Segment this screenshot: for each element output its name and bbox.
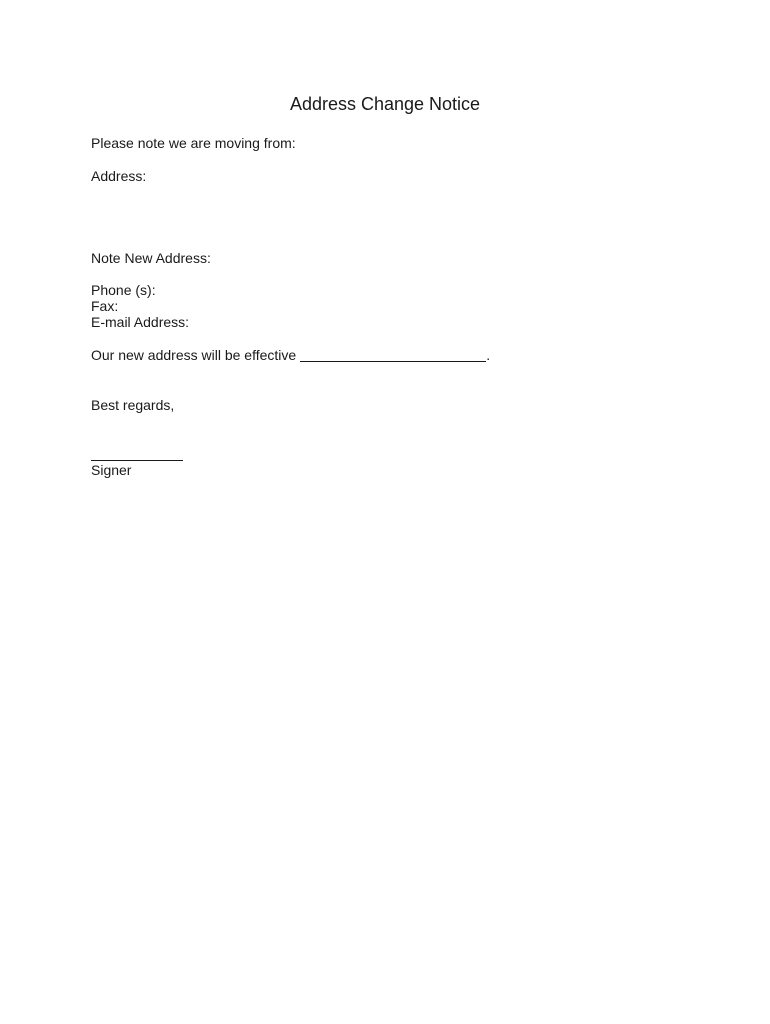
address-label: Address: bbox=[91, 168, 147, 184]
effective-suffix: . bbox=[486, 347, 491, 363]
phone-label: Phone (s): bbox=[91, 282, 156, 298]
intro-text: Please note we are moving from: bbox=[91, 135, 296, 151]
email-label: E-mail Address: bbox=[91, 314, 190, 330]
effective-date-blank[interactable] bbox=[300, 360, 486, 362]
closing-text: Best regards, bbox=[91, 397, 175, 413]
effective-date-line bbox=[91, 347, 490, 363]
signature-line[interactable] bbox=[91, 460, 183, 461]
new-address-label: Note New Address: bbox=[91, 250, 211, 266]
document-title: Address Change Notice bbox=[289, 94, 481, 114]
fax-label: Fax: bbox=[91, 298, 119, 314]
signer-label: Signer bbox=[91, 462, 132, 478]
effective-prefix: Our new address will be effective bbox=[91, 347, 297, 363]
